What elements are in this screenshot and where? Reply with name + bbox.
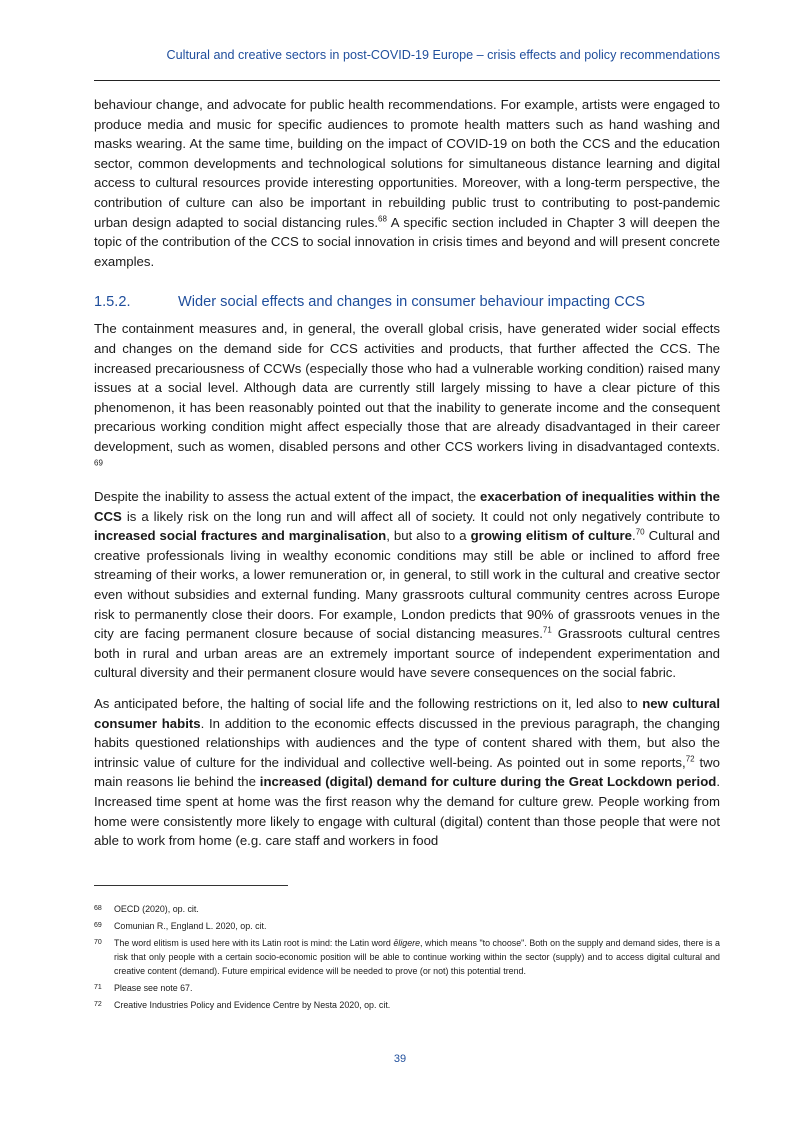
- paragraph-3-bold-c: growing elitism of culture: [470, 528, 633, 544]
- paragraph-3-text-b: is a likely risk on the long run and will affect all of society. It could not only negatively contribute to: [121, 508, 720, 524]
- paragraph-1: [94, 95, 720, 271]
- main-content: [94, 95, 720, 851]
- running-header: Cultural and creative sectors in post-COVID-19 Europe – crisis effects and policy recommendations: [166, 48, 720, 62]
- paragraph-3-text-f: Grassroots cultural centres both in rural and urban areas are an extremely important source of independent experimentation and cultural diversity and their permanent closure would have severe consequences on the social fabric.: [94, 626, 720, 681]
- footnote-number: 68: [94, 905, 102, 912]
- paragraph-3-bold-b: increased social fractures and marginalisation: [94, 528, 387, 544]
- paragraph-3-bold-a: exacerbation of inequalities within the CCS: [94, 489, 720, 524]
- footnote-text: [114, 937, 720, 978]
- section-title: Wider social effects and changes in consumer behaviour impacting CCS: [178, 294, 645, 311]
- footnote-68: [94, 903, 720, 917]
- paragraph-2: [94, 319, 720, 476]
- footnote-italic-term: ēligere: [393, 938, 421, 949]
- paragraph-4: [94, 694, 720, 851]
- footnote-text-a: The word elitism is used here with its Latin root is mind: the Latin word: [114, 938, 394, 949]
- paragraph-4-bold-a: new cultural consumer habits: [94, 696, 720, 731]
- footnote-ref-71[interactable]: 71: [542, 625, 552, 635]
- footnote-71: [94, 982, 720, 996]
- footnote-number: 70: [94, 939, 102, 947]
- paragraph-2-text: The containment measures and, in general, the overall global crisis, have generated wider social effects and changes on the demand side for CCS activities and products, that further affected the CCS. The increased precariousness of CCWs (especially those who had a vulnerable working condition) raised many issues at a social level. Although data are currently still largely missing to have a clear picture of this phenomenon, it has been reasonably pointed out that the inability to generate income and the consequent precarious working condition might affect especially those that are already disadvantaged in their career development, such as women, disabled persons and other CCS workers living in disadvantaged contexts.: [94, 321, 720, 454]
- paragraph-3-text-d: .: [632, 528, 636, 544]
- paragraph-4-text-d: . Increased time spent at home was the first reason why the demand for culture grew. People working from home were consistently more likely to engage with cultural (digital) content than those people that were not able to work from home (e.g. care staff and workers in food: [94, 774, 720, 849]
- section-number: 1.5.2.: [94, 294, 131, 311]
- footnote-text: Please see note 67.: [114, 982, 193, 993]
- footnote-72: [94, 999, 720, 1013]
- paragraph-4-bold-b: increased (digital) demand for culture during the Great Lockdown period: [259, 774, 717, 790]
- paragraph-1-text-a: behaviour change, and advocate for public health recommendations. For example, artists were engaged to produce media and music for specific audiences to promote health matters such as hand washing and masks wearing. At the same time, building on the impact of COVID-19 on both the CCS and the education sector, common developments and technological solutions for simultaneous distance learning and digital access to cultural resources provide interesting opportunities. Moreover, with a long-term perspective, the contribution of culture can also be important in rebuilding public trust to contributing to post-pandemic urban design adapted to social distancing rules.: [94, 97, 720, 230]
- footnote-70: [94, 937, 720, 978]
- footnote-ref-69[interactable]: 69: [94, 458, 103, 468]
- footnote-text: OECD (2020), op. cit.: [114, 904, 199, 914]
- footnote-text-b: , which means "to choose". Both on the supply and demand sides, there is a risk that only people with a certain socio-economic position will be able to continue working within the sector (supply) and to access digital cultural and creative content (demand). Future empirical evidence will be needed to prove (or not) this potential trend.: [114, 938, 720, 976]
- footnote-ref-68[interactable]: 68: [378, 214, 387, 224]
- paragraph-4-text-c: two main reasons lie behind the: [94, 754, 721, 790]
- paragraph-3: [94, 487, 720, 683]
- paragraph-1-text-b: A specific section included in Chapter 3 will deepen the topic of the contribution of the CCS to social innovation in crisis times and beyond and will present concrete examples.: [94, 214, 720, 269]
- header-divider: [94, 80, 720, 81]
- footnote-divider: [94, 885, 288, 886]
- footnote-number: 72: [94, 1000, 102, 1008]
- footnotes: [94, 903, 720, 1016]
- footnote-number: 69: [94, 922, 102, 930]
- footnote-ref-70[interactable]: 70: [635, 527, 645, 537]
- section-heading: [94, 292, 720, 312]
- footnote-number: 71: [94, 983, 102, 991]
- footnote-text: Comunian R., England L. 2020, op. cit.: [114, 921, 267, 932]
- footnote-ref-72[interactable]: 72: [685, 754, 695, 764]
- paragraph-3-text-c: , but also to a: [386, 528, 471, 544]
- footnote-69: [94, 920, 720, 934]
- paragraph-4-text-a: As anticipated before, the halting of social life and the following restrictions on it, led also to: [94, 696, 643, 712]
- page-number: 39: [393, 1053, 407, 1065]
- footnote-text: Creative Industries Policy and Evidence Centre by Nesta 2020, op. cit.: [114, 999, 391, 1010]
- paragraph-3-text-a: Despite the inability to assess the actual extent of the impact, the: [94, 489, 480, 505]
- paragraph-4-text-b: . In addition to the economic effects discussed in the previous paragraph, the changing habits questioned relationships with audiences and the type of content shared with them, but also the intrinsic value of culture for the individual and collective well-being. As pointed out in some reports,: [94, 715, 720, 770]
- paragraph-3-text-e: Cultural and creative professionals living in wealthy economic conditions may still be able or inclined to afford free streaming of their works, a lower remuneration or, in general, to still work in the cultural and creative sector even without subsidies and external funding. Many grassroots cultural community centres across Europe risk to permanently close their doors. For example, London predicts that 90% of grassroots venues in the city are facing permanent closure because of social distancing measures.: [94, 528, 721, 642]
